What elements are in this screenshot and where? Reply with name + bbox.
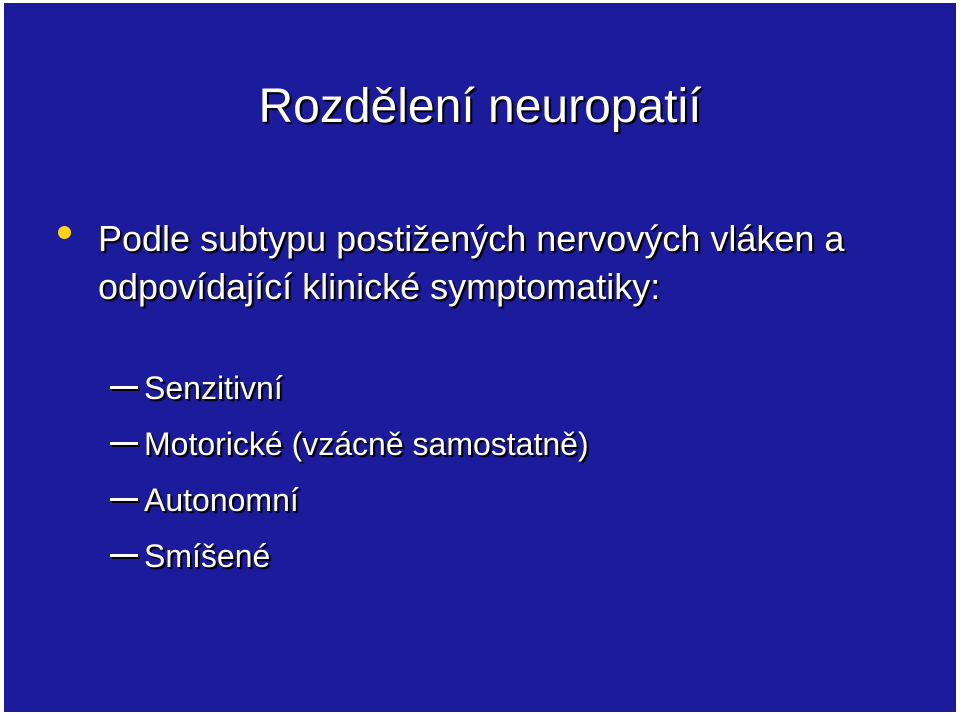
dash-icon [110,386,138,389]
dash-icon [110,554,138,557]
slide-title: Rozdělení neuropatií [258,80,702,133]
bullet-dot-icon [58,226,71,239]
slide [4,3,956,712]
dash-icon [110,498,138,501]
sub-bullet-text: Smíšené [144,538,271,574]
sub-bullet-text: Motorické (vzácně samostatně) [144,426,589,462]
sub-bullet-text: Autonomní [144,482,299,518]
sub-bullet-text: Senzitivní [144,370,283,406]
bullet-text: Podle subtypu postižených nervových vláken a odpovídající klinické symptomatiky: [98,218,845,307]
dash-icon [110,442,138,445]
